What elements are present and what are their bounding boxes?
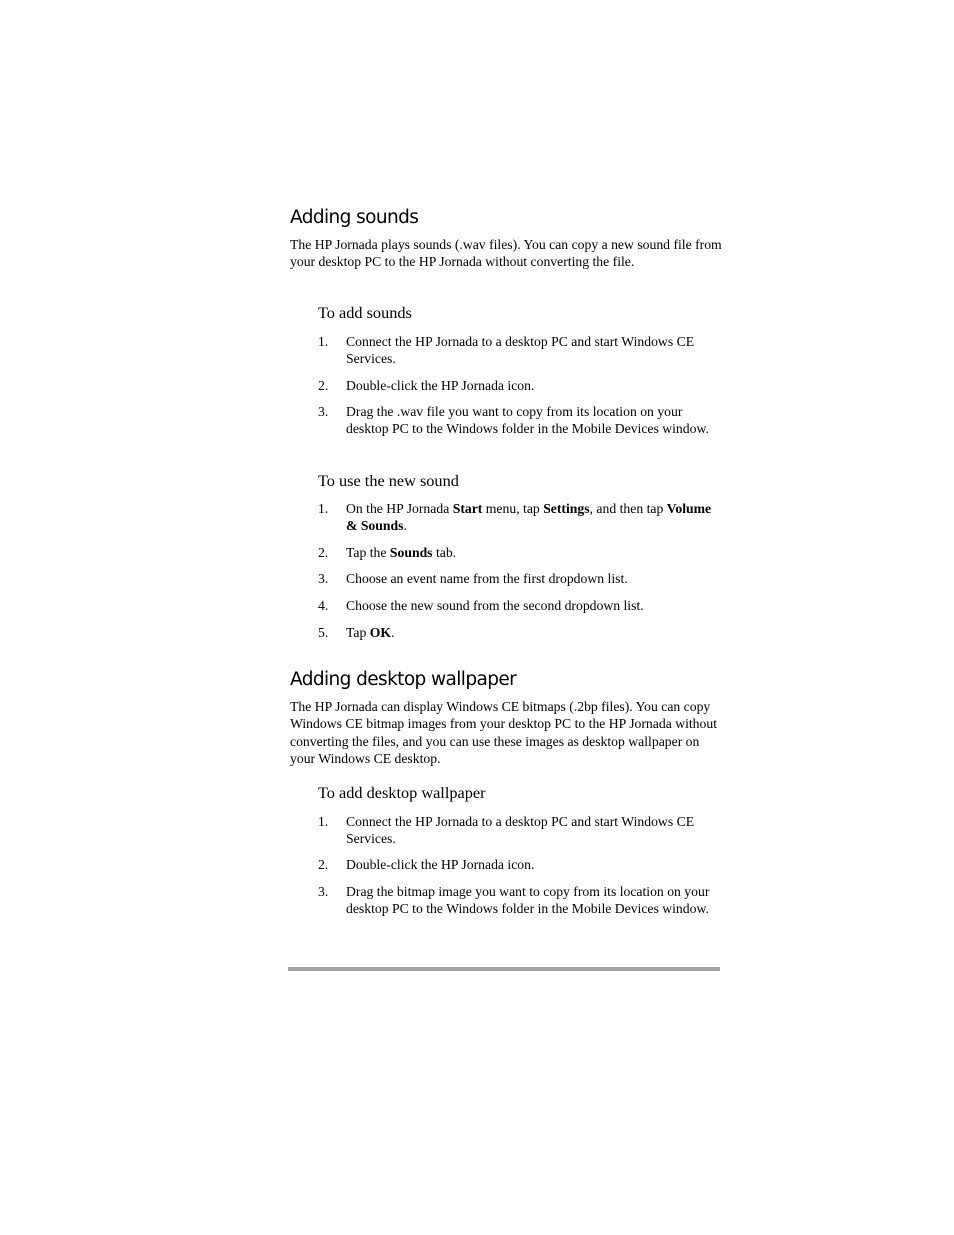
subheading-to-add-desktop-wallpaper: To add desktop wallpaper bbox=[318, 783, 486, 802]
bold-term: Settings bbox=[543, 501, 590, 516]
text-run: Tap the bbox=[346, 545, 390, 560]
text-run: On the HP Jornada bbox=[346, 501, 453, 516]
step-text: Connect the HP Jornada to a desktop PC and start Windows CE Services. bbox=[346, 334, 695, 367]
bold-term: Volume & Sounds bbox=[346, 501, 712, 534]
text-run: , and then tap bbox=[589, 501, 667, 516]
list-item-use-sound-2 bbox=[318, 544, 722, 561]
list-item-add-sounds-2 bbox=[318, 377, 722, 394]
paragraph-wallpaper-intro: The HP Jornada can display Windows CE bitmaps (.2bp files). You can copy Windows CE bitmap images from your desktop PC to the HP Jornada without converting the files, and you can use these images as desktop wallpaper on your Windows CE desktop. bbox=[290, 699, 718, 766]
list-item-add-wallpaper-2 bbox=[318, 856, 722, 873]
list-item-add-sounds-3 bbox=[318, 403, 722, 438]
text-run: Tap bbox=[346, 625, 370, 640]
step-text bbox=[346, 597, 722, 614]
list-item-use-sound-1 bbox=[318, 500, 722, 535]
list-item-add-wallpaper-1 bbox=[318, 813, 722, 848]
step-text bbox=[346, 500, 722, 535]
list-item-use-sound-4 bbox=[318, 597, 722, 614]
step-number: 5. bbox=[318, 625, 329, 640]
step-number: 2. bbox=[318, 378, 329, 393]
step-text: Drag the bitmap image you want to copy from its location on your desktop PC to the Windows folder in the Mobile Devices window. bbox=[346, 884, 710, 917]
step-text: Connect the HP Jornada to a desktop PC and start Windows CE Services. bbox=[346, 814, 695, 847]
text-run: . bbox=[403, 518, 407, 534]
list-item-add-sounds-1 bbox=[318, 333, 722, 368]
bold-term: Sounds bbox=[389, 545, 433, 560]
step-number: 3. bbox=[318, 571, 329, 586]
text-run: tab. bbox=[432, 545, 457, 560]
step-text bbox=[346, 624, 722, 641]
step-number: 1. bbox=[318, 501, 329, 516]
subheading-to-use-new-sound: To use the new sound bbox=[318, 471, 459, 490]
step-number: 2. bbox=[318, 545, 329, 560]
step-text bbox=[346, 544, 722, 561]
list-item-add-wallpaper-3 bbox=[318, 883, 722, 918]
step-text: Double-click the HP Jornada icon. bbox=[346, 378, 535, 393]
step-text bbox=[346, 570, 722, 587]
paragraph-sounds-intro: The HP Jornada plays sounds (.wav files). You can copy a new sound file from your desktop PC to the HP Jornada without converting the file. bbox=[290, 237, 722, 270]
step-text: Drag the .wav file you want to copy from its location on your desktop PC to the Windows folder in the Mobile Devices window. bbox=[346, 404, 709, 437]
step-number: 1. bbox=[318, 814, 329, 829]
footer-divider bbox=[288, 967, 720, 971]
step-number: 3. bbox=[318, 884, 329, 899]
heading-adding-desktop-wallpaper: Adding desktop wallpaper bbox=[290, 669, 517, 690]
text-run: Choose an event name from the first dropdown list. bbox=[346, 571, 628, 586]
step-text: Double-click the HP Jornada icon. bbox=[346, 857, 535, 872]
list-item-use-sound-3 bbox=[318, 570, 722, 587]
step-number: 1. bbox=[318, 334, 329, 349]
subheading-to-add-sounds: To add sounds bbox=[318, 303, 412, 322]
list-item-use-sound-5 bbox=[318, 624, 722, 641]
text-run: . bbox=[391, 625, 395, 640]
bold-term: OK bbox=[369, 625, 392, 640]
step-number: 4. bbox=[318, 598, 329, 613]
step-number: 2. bbox=[318, 857, 329, 872]
heading-adding-sounds: Adding sounds bbox=[290, 207, 419, 228]
step-number: 3. bbox=[318, 404, 329, 419]
bold-term: Start bbox=[452, 501, 483, 516]
text-run: Choose the new sound from the second dropdown list. bbox=[346, 598, 644, 613]
text-run: menu, tap bbox=[482, 501, 544, 516]
